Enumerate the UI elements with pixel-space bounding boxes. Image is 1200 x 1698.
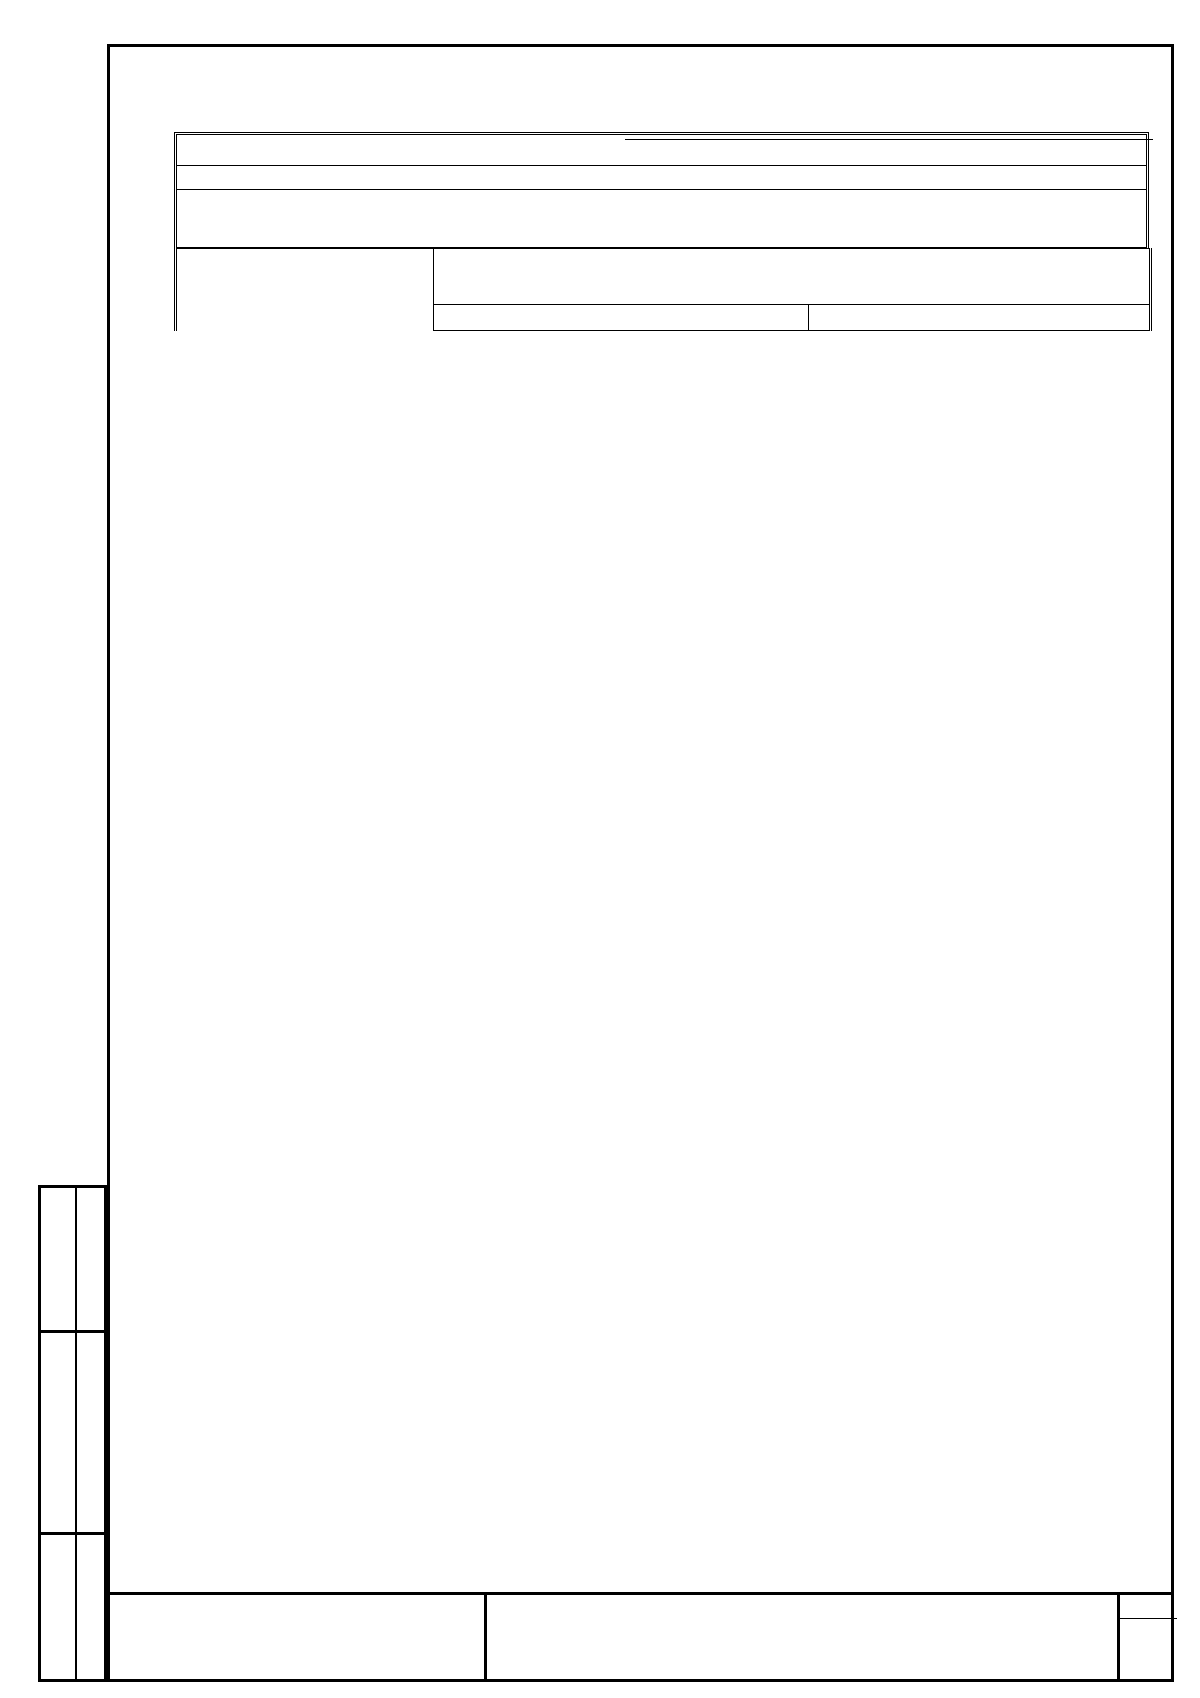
title-block	[107, 1592, 1174, 1682]
col-y-header	[809, 305, 1151, 331]
stamp-podp	[38, 1330, 107, 1535]
area-row	[177, 190, 1146, 248]
cond-number-value	[625, 139, 1153, 140]
sheet-label	[1120, 1592, 1177, 1619]
stamp-vzam	[38, 1185, 107, 1333]
cond-number-row	[177, 135, 1146, 190]
title-main	[484, 1592, 1120, 1682]
content	[174, 128, 1149, 331]
parcel-info	[174, 132, 1149, 248]
col-coords-header	[434, 249, 1151, 305]
col-x-header	[434, 305, 809, 331]
stamp-inv	[38, 1532, 107, 1682]
revision-grid	[107, 1592, 484, 1682]
col-point-header	[176, 249, 434, 331]
coords-header	[174, 248, 1152, 331]
sheet-box	[1117, 1592, 1177, 1682]
divider	[177, 165, 1146, 166]
